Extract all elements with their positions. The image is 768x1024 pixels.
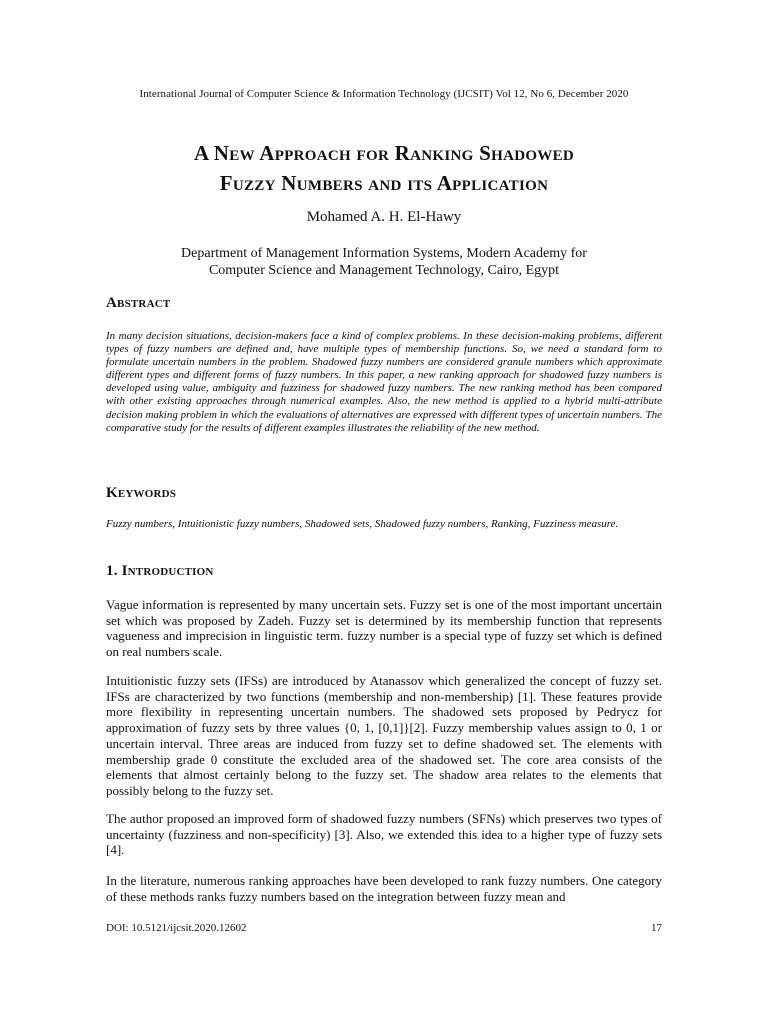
intro-paragraph-3: The author proposed an improved form of shadowed fuzzy numbers (SFNs) which preserves two types of uncertainty (fuzziness and non-specificity) [3]. Also, we extended this idea to a higher type of fuzzy sets [4]. [106,811,662,858]
introduction-heading: 1. Introduction [106,563,214,579]
author-affiliation [100,245,668,279]
author-name: Mohamed A. H. El-Hawy [306,209,462,225]
title-line-1: A New Approach for Ranking Shadowed [193,141,575,165]
abstract-heading: Abstract [106,295,171,311]
running-header: International Journal of Computer Science & Information Technology (IJCSIT) Vol 12, No 6, December 2020 [139,88,629,100]
paper-title [60,138,708,198]
intro-paragraph-1: Vague information is represented by many uncertain sets. Fuzzy set is one of the most important uncertain set which was proposed by Zadeh. Fuzzy set is determined by its membership function that represents vagueness and imprecision in linguistic term. fuzzy number is a special type of fuzzy set which is defined on real numbers scale. [106,597,662,660]
footer-doi: DOI: 10.5121/ijcsit.2020.12602 [106,922,247,934]
page-number: 17 [651,922,662,934]
keywords-text: Fuzzy numbers, Intuitionistic fuzzy numbers, Shadowed sets, Shadowed fuzzy numbers, Ranking, Fuzziness measure. [106,518,619,530]
abstract-text: In many decision situations, decision-makers face a kind of complex problems. In these decision-making problems, different types of fuzzy numbers are defined and, have multiple types of membership functions. So, we need a standard form to formulate uncertain numbers in the problem. Shadowed fuzzy numbers are considered granule numbers which approximate different types and different forms of fuzzy numbers. In this paper, a new ranking approach for shadowed fuzzy numbers is developed using value, ambiguity and fuzziness for shadowed fuzzy numbers. The new ranking method has been compared with other existing approaches through numerical examples. Also, the new method is applied to a hybrid multi-attribute decision making problem in which the evaluations of alternatives are expressed with different types of uncertain numbers. The comparative study for the results of different examples illustrates the reliability of the new method. [106,330,662,434]
affiliation-line-1: Department of Management Information Systems, Modern Academy for [181,246,587,261]
keywords-heading: Keywords [106,485,177,501]
intro-paragraph-4: In the literature, numerous ranking approaches have been developed to rank fuzzy numbers. One category of these methods ranks fuzzy numbers based on the integration between fuzzy mean and [106,873,662,904]
title-line-2: Fuzzy Numbers and its Application [219,171,549,195]
affiliation-line-2: Computer Science and Management Technology, Cairo, Egypt [208,263,560,278]
intro-paragraph-2: Intuitionistic fuzzy sets (IFSs) are introduced by Atanassov which generalized the concept of fuzzy set. IFSs are characterized by two functions (membership and non-membership) [1]. These features provide more flexibility in representing uncertain numbers. The shadowed sets proposed by Pedrycz for approximation of fuzzy sets by three values {0, 1, [0,1]}[2]. Fuzzy membership values assign to 0, 1 or uncertain interval. Three areas are induced from fuzzy set to define shadowed set. The elements with membership grade 0 constitute the excluded area of the shadowed set. The core area consists of the elements that almost certainly belong to the fuzzy set. The shadow area relates to the elements that possibly belong to the fuzzy set. [106,673,662,798]
